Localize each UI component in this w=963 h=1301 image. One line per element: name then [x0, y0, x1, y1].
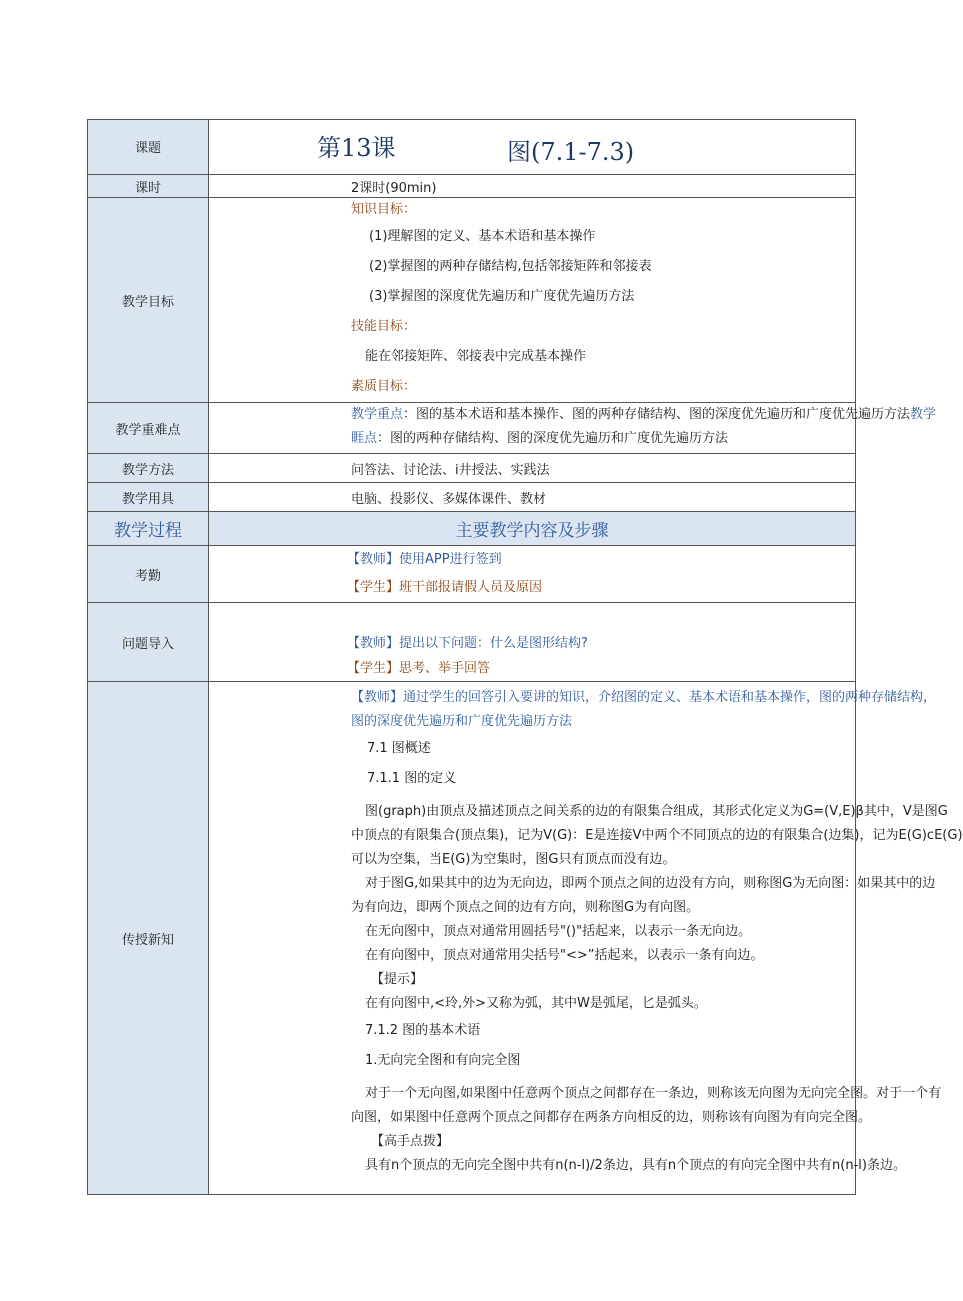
- para1-line2: 中顶点的有限集合(顶点集)，记为V(G)：E是连接V中两个不同顶点的边的有限集合(边集)，记为E(G)cE(G): [351, 828, 963, 843]
- para1-line1: 图(graph)由顶点及描述顶点之间关系的边的有限集合组成，其形式化定义为G=(V,E)β其中，V是图G: [365, 804, 948, 819]
- course-title: 第13课: [317, 134, 396, 162]
- hours-value: [209, 175, 856, 198]
- label-intro: 问题导入: [88, 603, 209, 682]
- para5-line2: 向图，如果图中任意两个顶点之间都存在两条方向相反的边，则称该有向图为有向完全图。: [351, 1110, 872, 1125]
- teach-teacher-1: 【教师】通过学生的回答引入要讲的知识，介绍图的定义、基本术语和基本操作，图的两种存储结构，: [351, 690, 937, 705]
- row-keypoints: [88, 403, 856, 454]
- label-hours: 课时: [88, 175, 209, 198]
- label-keypoints: 教学重难点: [88, 403, 209, 454]
- diff-label-a: 教学: [910, 407, 937, 422]
- row-intro: [88, 603, 856, 682]
- intro-student: 【学生】思考、举手回答: [347, 661, 491, 676]
- goals-content: [209, 198, 856, 403]
- method-value: 问答法、讨论法、i井授法、实践法: [209, 454, 856, 483]
- tip-label: 【提示】: [371, 972, 424, 987]
- intro-teacher-text: 【教师】提出以下问题：什么是图形结构?: [347, 636, 588, 651]
- teach-content: [209, 682, 963, 1195]
- intro-teacher: [347, 631, 855, 657]
- para2-line2: 为有向边，即两个顶点之间的边有方向，则称图G为有向图。: [351, 900, 700, 915]
- label-tools: 教学用具: [88, 483, 209, 512]
- hours-text: 2课时(90min): [351, 180, 437, 196]
- course-title-cell: [209, 120, 856, 175]
- teach-teacher-2: 图的深度优先遍历和广度优先遍历方法: [351, 714, 573, 729]
- keypoints-line-1: [351, 403, 937, 427]
- sec-7-1: 7.1 图概述: [367, 741, 431, 756]
- attendance-content: [209, 546, 856, 603]
- para2-line1: 对于图G,如果其中的边为无向边，即两个顶点之间的边没有方向，则称图G为无向图：如果其中的边: [365, 876, 936, 891]
- para5-line1: 对于一个无向图,如果图中任意两个顶点之间都存在一条边，则称该无向图为无向完全图。对于一个有: [365, 1086, 942, 1101]
- knowledge-item-3: (3)掌握图的深度优先遍历和广度优先遍历方法: [369, 289, 635, 304]
- attendance-student: 【学生】班干部报请假人员及原因: [347, 580, 543, 595]
- row-course: [88, 120, 856, 175]
- sec-7-1-2: 7.1.2 图的基本术语: [365, 1023, 481, 1038]
- knowledge-item-2: (2)掌握图的两种存储结构,包括邻接矩阵和邻接表: [369, 259, 652, 274]
- row-process-header: [88, 512, 856, 546]
- label-attendance: 考勤: [88, 546, 209, 603]
- quality-title: 素质目标：: [351, 379, 417, 394]
- row-attendance: [88, 546, 856, 603]
- row-tools: [88, 483, 856, 512]
- label-course: 课题: [88, 120, 209, 175]
- para4: 在有向图中，顶点对通常用尖括号"<>”括起来，以表示一条有向边。: [365, 948, 764, 963]
- tools-value: 电脑、投影仪、多媒体课件、教材: [209, 483, 856, 512]
- tip-text: 在有向图中,<玲,外>又称为弧，其中W是弧尾，匕是弧头。: [365, 996, 707, 1011]
- knowledge-item-1: (1)理解图的定义、基本术语和基本操作: [369, 229, 596, 244]
- label-teach: 传授新知: [88, 682, 209, 1195]
- skill-title: 技能目标：: [351, 319, 417, 334]
- expert-text: 具有n个顶点的无向完全图中共有n(n-l)/2条边，具有n个顶点的有向完全图中共有n(n-l)条边。: [365, 1158, 906, 1173]
- skill-item: 能在邻接矩阵、邻接表中完成基本操作: [365, 349, 587, 364]
- keypoints-content: [209, 403, 937, 454]
- keypoints-line-2: [351, 427, 855, 451]
- lesson-plan-table: [87, 119, 963, 1195]
- knowledge-title: 知识目标：: [351, 202, 417, 217]
- key-label: 教学重点: [351, 407, 404, 422]
- diff-text: ：图的两种存储结构、图的深度优先遍历和广度优先遍历方法: [377, 431, 729, 446]
- para1-line3: 可以为空集，当E(G)为空集时，图G只有顶点而没有边。: [351, 852, 676, 867]
- row-method: [88, 454, 856, 483]
- row-hours: [88, 175, 856, 198]
- label-goals: 教学目标: [88, 198, 209, 403]
- sec-7-1-1: 7.1.1 图的定义: [367, 771, 457, 786]
- row-goals: [88, 198, 856, 403]
- expert-label: 【高手点拨】: [371, 1134, 450, 1149]
- process-left: 教学过程: [88, 512, 209, 546]
- course-subtitle: 图(7.1-7.3): [507, 138, 635, 166]
- row-teach: [88, 682, 856, 1195]
- key-text: ：图的基本术语和基本操作、图的两种存储结构、图的深度优先遍历和广度优先遍历方法: [403, 407, 911, 422]
- para3: 在无向图中，顶点对通常用圆括号"()"括起来，以表示一条无向边。: [365, 924, 752, 939]
- item-1: 1.无向完全图和有向完全图: [365, 1053, 521, 1068]
- attendance-teacher: 【教师】使用APP进行签到: [347, 552, 502, 567]
- intro-content: [209, 603, 856, 682]
- process-right: 主要教学内容及步骤: [209, 512, 856, 546]
- diff-label-b: 睚点: [351, 431, 378, 446]
- label-method: 教学方法: [88, 454, 209, 483]
